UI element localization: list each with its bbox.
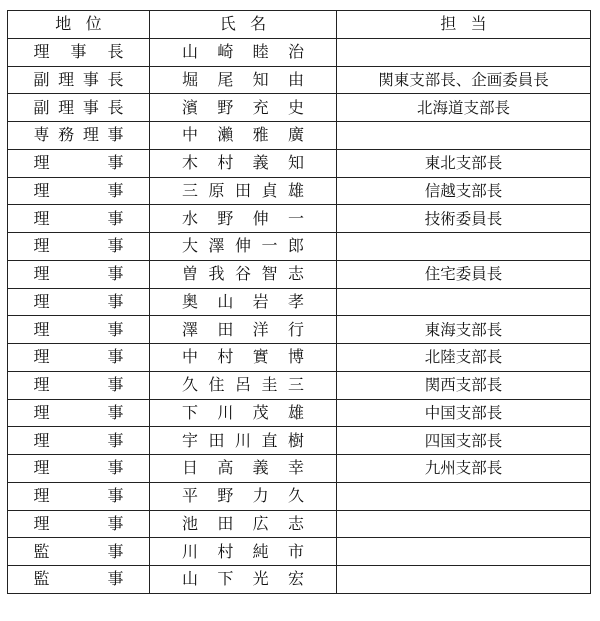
name-cell xyxy=(150,66,337,94)
position-cell xyxy=(8,66,150,94)
table-row xyxy=(8,344,591,372)
name-cell xyxy=(150,538,337,566)
table-row xyxy=(8,288,591,316)
position-text: 理事 xyxy=(33,236,124,256)
duty-cell: 東海支部長 xyxy=(337,316,591,344)
table-row xyxy=(8,94,591,122)
name-text: 宇田川直樹 xyxy=(182,430,304,450)
table-row xyxy=(8,122,591,150)
duty-cell xyxy=(337,538,591,566)
header-row xyxy=(8,11,591,39)
position-text: 理事 xyxy=(33,513,124,533)
name-text: 水野伸一 xyxy=(182,208,304,228)
table-row xyxy=(8,38,591,66)
table-row xyxy=(8,427,591,455)
position-text: 理事 xyxy=(33,347,124,367)
position-cell xyxy=(8,371,150,399)
duty-cell xyxy=(337,38,591,66)
position-cell xyxy=(8,149,150,177)
table-row xyxy=(8,260,591,288)
table-row xyxy=(8,233,591,261)
position-cell xyxy=(8,260,150,288)
name-cell xyxy=(150,122,337,150)
name-cell xyxy=(150,94,337,122)
position-text: 副理事長 xyxy=(33,97,124,117)
position-text: 理事 xyxy=(33,264,124,284)
table-row xyxy=(8,455,591,483)
position-text: 理事 xyxy=(33,319,124,339)
name-text: 曽我谷智志 xyxy=(182,264,304,284)
name-cell xyxy=(150,344,337,372)
position-text: 理事 xyxy=(33,375,124,395)
position-text: 監事 xyxy=(33,569,124,589)
position-cell xyxy=(8,288,150,316)
duty-cell xyxy=(337,482,591,510)
officer-roster-table xyxy=(7,10,591,594)
table-row xyxy=(8,510,591,538)
position-cell xyxy=(8,538,150,566)
name-cell xyxy=(150,316,337,344)
duty-cell: 住宅委員長 xyxy=(337,260,591,288)
name-cell xyxy=(150,177,337,205)
duty-cell: 中国支部長 xyxy=(337,399,591,427)
name-text: 中村實博 xyxy=(182,347,304,367)
position-text: 理事 xyxy=(33,430,124,450)
name-text: 日高義幸 xyxy=(182,458,304,478)
duty-cell: 関西支部長 xyxy=(337,371,591,399)
header-position: 地位 xyxy=(8,11,150,39)
duty-cell xyxy=(337,122,591,150)
position-text: 理事 xyxy=(33,291,124,311)
position-cell xyxy=(8,177,150,205)
position-cell xyxy=(8,482,150,510)
position-cell xyxy=(8,455,150,483)
name-cell xyxy=(150,566,337,594)
name-text: 中瀨雅廣 xyxy=(182,125,304,145)
header-duty: 担当 xyxy=(337,11,591,39)
name-text: 平野力久 xyxy=(182,486,304,506)
table-row xyxy=(8,205,591,233)
name-cell xyxy=(150,149,337,177)
position-text: 監事 xyxy=(33,541,124,561)
duty-cell xyxy=(337,566,591,594)
name-cell xyxy=(150,455,337,483)
position-text: 専務理事 xyxy=(33,125,124,145)
name-cell xyxy=(150,427,337,455)
duty-cell: 北海道支部長 xyxy=(337,94,591,122)
position-text: 理事 xyxy=(33,486,124,506)
position-cell xyxy=(8,510,150,538)
name-cell xyxy=(150,482,337,510)
position-cell xyxy=(8,233,150,261)
name-cell xyxy=(150,510,337,538)
duty-cell: 北陸支部長 xyxy=(337,344,591,372)
duty-cell xyxy=(337,510,591,538)
name-cell xyxy=(150,233,337,261)
name-text: 堀尾知由 xyxy=(182,69,304,89)
position-cell xyxy=(8,566,150,594)
name-text: 三原田貞雄 xyxy=(182,180,304,200)
name-text: 澤田洋行 xyxy=(182,319,304,339)
name-text: 濱野充史 xyxy=(182,97,304,117)
table-row xyxy=(8,149,591,177)
name-text: 久住呂圭三 xyxy=(182,375,304,395)
header-name: 氏名 xyxy=(150,11,337,39)
table-row xyxy=(8,316,591,344)
name-text: 川村純市 xyxy=(182,541,304,561)
table-row xyxy=(8,482,591,510)
position-cell xyxy=(8,94,150,122)
name-cell xyxy=(150,260,337,288)
name-text: 奥山岩孝 xyxy=(182,291,304,311)
duty-cell: 技術委員長 xyxy=(337,205,591,233)
position-cell xyxy=(8,38,150,66)
position-cell xyxy=(8,399,150,427)
name-text: 池田広志 xyxy=(182,513,304,533)
table-row xyxy=(8,566,591,594)
name-text: 下川茂雄 xyxy=(182,402,304,422)
name-text: 山下光宏 xyxy=(182,569,304,589)
position-text: 理事 xyxy=(33,402,124,422)
position-text: 理事 xyxy=(33,458,124,478)
name-cell xyxy=(150,371,337,399)
duty-cell xyxy=(337,288,591,316)
name-text: 木村義知 xyxy=(182,153,304,173)
name-cell xyxy=(150,38,337,66)
duty-cell: 信越支部長 xyxy=(337,177,591,205)
duty-cell: 九州支部長 xyxy=(337,455,591,483)
position-cell xyxy=(8,316,150,344)
name-text: 大澤伸一郎 xyxy=(182,236,304,256)
duty-cell xyxy=(337,233,591,261)
position-text: 理事 xyxy=(33,208,124,228)
name-cell xyxy=(150,399,337,427)
duty-cell: 関東支部長、企画委員長 xyxy=(337,66,591,94)
position-cell xyxy=(8,427,150,455)
table-row xyxy=(8,399,591,427)
position-cell xyxy=(8,344,150,372)
duty-cell: 東北支部長 xyxy=(337,149,591,177)
table-row xyxy=(8,177,591,205)
table-row xyxy=(8,371,591,399)
name-cell xyxy=(150,288,337,316)
position-text: 理事 xyxy=(33,180,124,200)
duty-cell: 四国支部長 xyxy=(337,427,591,455)
name-text: 山崎睦治 xyxy=(182,42,304,62)
table-row xyxy=(8,66,591,94)
position-text: 理事 xyxy=(33,153,124,173)
name-cell xyxy=(150,205,337,233)
table-row xyxy=(8,538,591,566)
position-text: 副理事長 xyxy=(33,69,124,89)
position-cell xyxy=(8,205,150,233)
position-cell xyxy=(8,122,150,150)
position-text: 理事長 xyxy=(33,42,124,62)
roster-body xyxy=(8,38,591,593)
